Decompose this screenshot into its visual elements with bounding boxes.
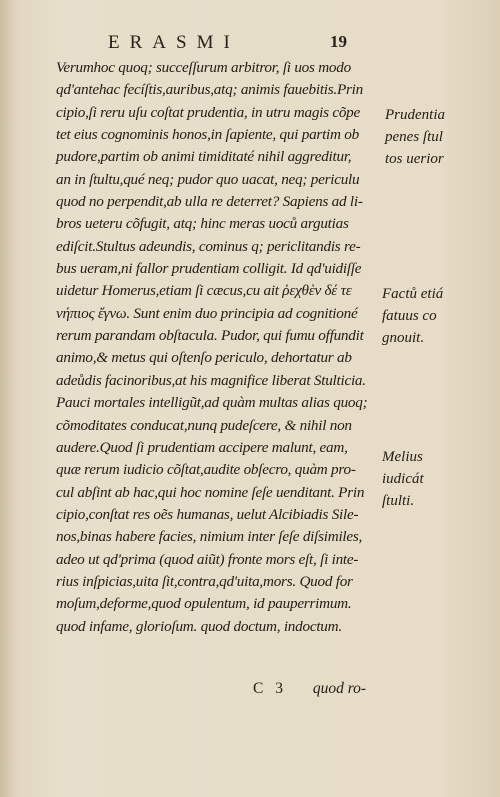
text-line: adeo ut qd'prima (quod aiũt) fronte mors eſt, ſi inte- xyxy=(56,550,359,568)
margin-note-prudentia xyxy=(385,104,445,170)
text-line: quod infame, glorioſum. quod doctum, indoctum. xyxy=(56,617,342,635)
text-line: quod no perpendit,ab ulla re deterret? Sapiens ad li- xyxy=(56,193,363,211)
margin-note-line: fatuus co xyxy=(382,308,437,324)
signature-mark: C 3 xyxy=(253,680,287,697)
text-line: animo,& metus qui oſtenſo periculo, dehortatur ab xyxy=(56,349,352,367)
margin-note-line: Factů etiá xyxy=(382,286,444,302)
main-text-block xyxy=(56,57,381,638)
margin-note-factum xyxy=(382,283,443,349)
margin-note-line: Prudentia xyxy=(385,107,445,123)
text-line: cõmoditates conducat,nunq pudeſcere, & nihil non xyxy=(56,416,352,434)
text-line: rerum parandam obſtacula. Pudor, qui fumu offundit xyxy=(56,327,364,345)
page-number: 19 xyxy=(330,32,347,51)
text-line: audere.Quod ſi prudentiam accipere malunt, eam, xyxy=(56,438,348,456)
text-line: quæ rerum iudicio cõſtat,audite obſecro, quàm pro- xyxy=(56,461,356,479)
text-line: cipio,conſtat res oẽs humanas, uelut Alcibiadis Sile- xyxy=(56,505,359,523)
text-line: tet eius cognominis honos,in ſapiente, qui partim ob xyxy=(56,126,359,144)
text-line: pudore,partim ob animi timiditaté nihil aggreditur, xyxy=(56,148,352,166)
margin-note-line: Melius xyxy=(382,449,423,465)
running-head: ERASMI xyxy=(108,32,240,53)
page-footer xyxy=(253,680,393,698)
text-line: rius inſpicias,uita ſit,contra,qd'uita,mors. Quod for xyxy=(56,572,353,590)
text-line: nos,binas habere facies, nimium inter ſeſe diſsimiles, xyxy=(56,528,363,546)
margin-note-line: tos uerior xyxy=(385,151,444,167)
text-line: Pauci mortales intelligũt,ad quàm multas alias quoq; xyxy=(56,394,368,412)
text-line: Verumhoc quoq; succeſſurum arbitror, ſi uos modo xyxy=(56,59,351,76)
margin-note-line: penes ſtul xyxy=(385,129,443,145)
text-line: moſum,deforme,quod opulentum, id pauperrimum. xyxy=(56,595,352,613)
catchword: quod ro- xyxy=(312,680,367,697)
text-line: cul abſint ab hac,qui hoc nomine ſeſe uenditant. Prin xyxy=(56,483,365,501)
text-line: ediſcit.Stultus adeundis, cominus q; periclitandis re- xyxy=(56,237,361,255)
text-line: cipio,ſi reru uſu coſtat prudentia, in utru magis cõpe xyxy=(56,103,361,121)
text-line: qd'antehac fecíſtis,auribus,atq; animis fauebitis.Prin xyxy=(56,81,363,99)
text-line: bros ueteru cõfugit, atq; hinc meras uoců argutias xyxy=(56,215,349,233)
text-line: bus ueram,ni fallor prudentiam colligit. Id qd'uidiſſe xyxy=(56,260,362,278)
margin-note-line: ſtulti. xyxy=(382,493,415,509)
text-line: an in ſtultu,qué neq; pudor quo uacat, neq; periculu xyxy=(56,170,360,188)
margin-note-line: gnouit. xyxy=(382,330,425,346)
text-line: νήπιος ἔγνω. Sunt enim duo principia ad cognitioné xyxy=(56,304,358,322)
text-line: uidetur Homerus,etiam ſi cæcus,cu ait ῥεχθὲν δέ τε xyxy=(56,282,352,300)
margin-note-line: iudicát xyxy=(382,471,424,487)
text-line: adeůdis facinoribus,at his magnifice liberat Stulticia. xyxy=(56,371,366,389)
margin-note-melius xyxy=(382,446,424,512)
